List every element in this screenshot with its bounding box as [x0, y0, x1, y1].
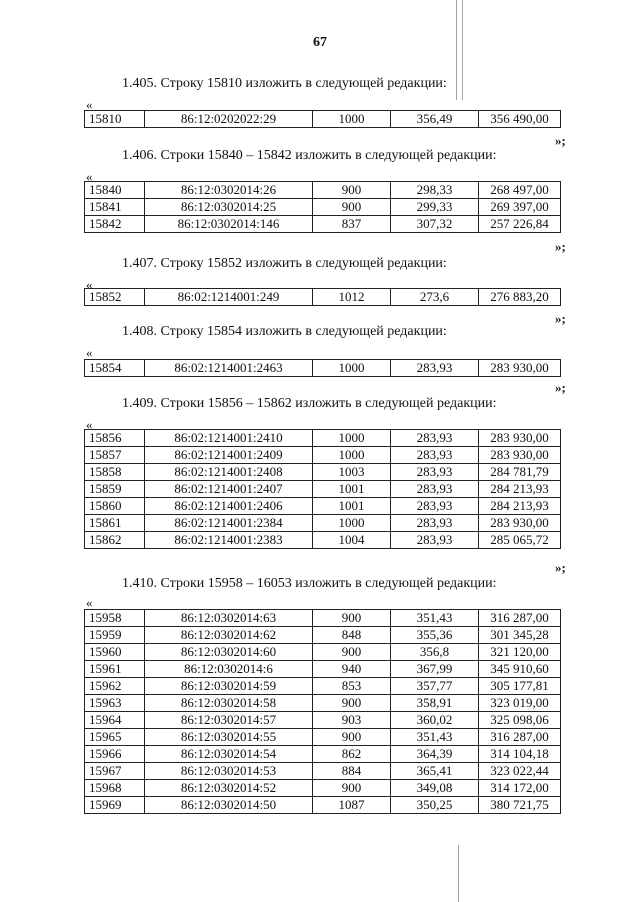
cadastral-number-cell: 86:12:0302014:58 — [145, 695, 313, 712]
close-quote: »; — [555, 239, 566, 254]
row-number-cell: 15859 — [85, 481, 145, 498]
area-cell: 1004 — [313, 532, 391, 549]
cadastral-number-cell: 86:12:0202022:29 — [145, 111, 313, 128]
cadastral-number-cell: 86:02:1214001:2383 — [145, 532, 313, 549]
area-cell: 853 — [313, 678, 391, 695]
row-number-cell: 15958 — [85, 610, 145, 627]
amount-cell: 268 497,00 — [479, 182, 561, 199]
area-cell: 1001 — [313, 481, 391, 498]
table-row — [85, 182, 561, 199]
table-row — [85, 289, 561, 306]
amount-cell: 301 345,28 — [479, 627, 561, 644]
open-quote: « — [86, 345, 93, 360]
amount-cell: 316 287,00 — [479, 729, 561, 746]
table-row — [85, 695, 561, 712]
data-table — [84, 110, 561, 128]
amount-cell: 345 910,60 — [479, 661, 561, 678]
section-heading: 1.408. Строку 15854 изложить в следующей редакции: — [122, 324, 447, 339]
rate-cell: 283,93 — [391, 481, 479, 498]
table-row — [85, 111, 561, 128]
rate-cell: 357,77 — [391, 678, 479, 695]
table-row — [85, 678, 561, 695]
data-table — [84, 429, 561, 549]
cadastral-number-cell: 86:12:0302014:50 — [145, 797, 313, 814]
cadastral-number-cell: 86:12:0302014:25 — [145, 199, 313, 216]
rate-cell: 356,8 — [391, 644, 479, 661]
area-cell: 1000 — [313, 447, 391, 464]
amount-cell: 283 930,00 — [479, 430, 561, 447]
row-number-cell: 15852 — [85, 289, 145, 306]
row-number-cell: 15862 — [85, 532, 145, 549]
scan-line-artifact — [458, 845, 459, 902]
amount-cell: 325 098,06 — [479, 712, 561, 729]
cadastral-number-cell: 86:12:0302014:6 — [145, 661, 313, 678]
row-number-cell: 15854 — [85, 360, 145, 377]
table-row — [85, 199, 561, 216]
section-heading: 1.410. Строки 15958 – 16053 изложить в следующей редакции: — [122, 576, 497, 591]
rate-cell: 351,43 — [391, 610, 479, 627]
row-number-cell: 15966 — [85, 746, 145, 763]
table-row — [85, 712, 561, 729]
area-cell: 1000 — [313, 430, 391, 447]
area-cell: 848 — [313, 627, 391, 644]
area-cell: 900 — [313, 610, 391, 627]
rate-cell: 360,02 — [391, 712, 479, 729]
area-cell: 900 — [313, 729, 391, 746]
rate-cell: 273,6 — [391, 289, 479, 306]
amount-cell: 284 213,93 — [479, 498, 561, 515]
area-cell: 900 — [313, 695, 391, 712]
table-row — [85, 216, 561, 233]
amount-cell: 283 930,00 — [479, 360, 561, 377]
row-number-cell: 15961 — [85, 661, 145, 678]
table-row — [85, 360, 561, 377]
area-cell: 837 — [313, 216, 391, 233]
area-cell: 940 — [313, 661, 391, 678]
table-row — [85, 515, 561, 532]
amount-cell: 316 287,00 — [479, 610, 561, 627]
rate-cell: 283,93 — [391, 532, 479, 549]
open-quote: « — [86, 595, 93, 610]
row-number-cell: 15963 — [85, 695, 145, 712]
row-number-cell: 15840 — [85, 182, 145, 199]
cadastral-number-cell: 86:02:1214001:2408 — [145, 464, 313, 481]
area-cell: 1000 — [313, 360, 391, 377]
table-row — [85, 498, 561, 515]
table-row — [85, 729, 561, 746]
cadastral-number-cell: 86:12:0302014:55 — [145, 729, 313, 746]
table-row — [85, 481, 561, 498]
section-heading: 1.405. Строку 15810 изложить в следующей редакции: — [122, 76, 447, 91]
row-number-cell: 15860 — [85, 498, 145, 515]
rate-cell: 350,25 — [391, 797, 479, 814]
open-quote: « — [86, 417, 93, 432]
amount-cell: 323 019,00 — [479, 695, 561, 712]
rate-cell: 298,33 — [391, 182, 479, 199]
cadastral-number-cell: 86:12:0302014:57 — [145, 712, 313, 729]
row-number-cell: 15965 — [85, 729, 145, 746]
cadastral-number-cell: 86:12:0302014:60 — [145, 644, 313, 661]
cadastral-number-cell: 86:12:0302014:59 — [145, 678, 313, 695]
rate-cell: 283,93 — [391, 498, 479, 515]
area-cell: 900 — [313, 199, 391, 216]
cadastral-number-cell: 86:02:1214001:2410 — [145, 430, 313, 447]
table-row — [85, 430, 561, 447]
data-table — [84, 181, 561, 233]
rate-cell: 349,08 — [391, 780, 479, 797]
area-cell: 1000 — [313, 515, 391, 532]
row-number-cell: 15967 — [85, 763, 145, 780]
row-number-cell: 15841 — [85, 199, 145, 216]
rate-cell: 283,93 — [391, 430, 479, 447]
row-number-cell: 15861 — [85, 515, 145, 532]
row-number-cell: 15969 — [85, 797, 145, 814]
amount-cell: 323 022,44 — [479, 763, 561, 780]
row-number-cell: 15858 — [85, 464, 145, 481]
row-number-cell: 15857 — [85, 447, 145, 464]
page-number: 67 — [313, 35, 327, 50]
rate-cell: 367,99 — [391, 661, 479, 678]
row-number-cell: 15962 — [85, 678, 145, 695]
amount-cell: 284 213,93 — [479, 481, 561, 498]
open-quote: « — [86, 97, 93, 112]
amount-cell: 284 781,79 — [479, 464, 561, 481]
rate-cell: 283,93 — [391, 360, 479, 377]
rate-cell: 364,39 — [391, 746, 479, 763]
amount-cell: 380 721,75 — [479, 797, 561, 814]
row-number-cell: 15960 — [85, 644, 145, 661]
amount-cell: 283 930,00 — [479, 515, 561, 532]
cadastral-number-cell: 86:02:1214001:2384 — [145, 515, 313, 532]
rate-cell: 358,91 — [391, 695, 479, 712]
rate-cell: 356,49 — [391, 111, 479, 128]
close-quote: »; — [555, 133, 566, 148]
area-cell: 1000 — [313, 111, 391, 128]
area-cell: 903 — [313, 712, 391, 729]
row-number-cell: 15810 — [85, 111, 145, 128]
cadastral-number-cell: 86:12:0302014:63 — [145, 610, 313, 627]
amount-cell: 257 226,84 — [479, 216, 561, 233]
table-row — [85, 532, 561, 549]
area-cell: 900 — [313, 182, 391, 199]
row-number-cell: 15856 — [85, 430, 145, 447]
open-quote: « — [86, 169, 93, 184]
close-quote: »; — [555, 311, 566, 326]
rate-cell: 307,32 — [391, 216, 479, 233]
table-row — [85, 627, 561, 644]
data-table — [84, 288, 561, 306]
row-number-cell: 15959 — [85, 627, 145, 644]
amount-cell: 321 120,00 — [479, 644, 561, 661]
rate-cell: 283,93 — [391, 515, 479, 532]
cadastral-number-cell: 86:12:0302014:52 — [145, 780, 313, 797]
table-row — [85, 464, 561, 481]
cadastral-number-cell: 86:02:1214001:2406 — [145, 498, 313, 515]
amount-cell: 276 883,20 — [479, 289, 561, 306]
amount-cell: 314 172,00 — [479, 780, 561, 797]
section-heading: 1.407. Строку 15852 изложить в следующей редакции: — [122, 256, 447, 271]
amount-cell: 285 065,72 — [479, 532, 561, 549]
section-heading: 1.409. Строки 15856 – 15862 изложить в следующей редакции: — [122, 396, 497, 411]
area-cell: 862 — [313, 746, 391, 763]
rate-cell: 299,33 — [391, 199, 479, 216]
table-row — [85, 610, 561, 627]
table-row — [85, 763, 561, 780]
data-table — [84, 609, 561, 814]
cadastral-number-cell: 86:02:1214001:249 — [145, 289, 313, 306]
close-quote: »; — [555, 380, 566, 395]
amount-cell: 314 104,18 — [479, 746, 561, 763]
cadastral-number-cell: 86:12:0302014:54 — [145, 746, 313, 763]
table-row — [85, 780, 561, 797]
open-quote: « — [86, 277, 93, 292]
area-cell: 1087 — [313, 797, 391, 814]
table-row — [85, 797, 561, 814]
section-heading: 1.406. Строки 15840 – 15842 изложить в следующей редакции: — [122, 148, 497, 163]
area-cell: 900 — [313, 644, 391, 661]
rate-cell: 283,93 — [391, 447, 479, 464]
cadastral-number-cell: 86:12:0302014:62 — [145, 627, 313, 644]
cadastral-number-cell: 86:02:1214001:2407 — [145, 481, 313, 498]
amount-cell: 269 397,00 — [479, 199, 561, 216]
area-cell: 1003 — [313, 464, 391, 481]
close-quote: »; — [555, 560, 566, 575]
amount-cell: 356 490,00 — [479, 111, 561, 128]
rate-cell: 351,43 — [391, 729, 479, 746]
area-cell: 1001 — [313, 498, 391, 515]
cadastral-number-cell: 86:02:1214001:2463 — [145, 360, 313, 377]
cadastral-number-cell: 86:12:0302014:53 — [145, 763, 313, 780]
cadastral-number-cell: 86:12:0302014:26 — [145, 182, 313, 199]
row-number-cell: 15842 — [85, 216, 145, 233]
amount-cell: 305 177,81 — [479, 678, 561, 695]
table-row — [85, 447, 561, 464]
data-table — [84, 359, 561, 377]
area-cell: 1012 — [313, 289, 391, 306]
cadastral-number-cell: 86:12:0302014:146 — [145, 216, 313, 233]
amount-cell: 283 930,00 — [479, 447, 561, 464]
rate-cell: 283,93 — [391, 464, 479, 481]
rate-cell: 365,41 — [391, 763, 479, 780]
area-cell: 884 — [313, 763, 391, 780]
table-row — [85, 746, 561, 763]
area-cell: 900 — [313, 780, 391, 797]
row-number-cell: 15968 — [85, 780, 145, 797]
table-row — [85, 661, 561, 678]
cadastral-number-cell: 86:02:1214001:2409 — [145, 447, 313, 464]
rate-cell: 355,36 — [391, 627, 479, 644]
row-number-cell: 15964 — [85, 712, 145, 729]
table-row — [85, 644, 561, 661]
